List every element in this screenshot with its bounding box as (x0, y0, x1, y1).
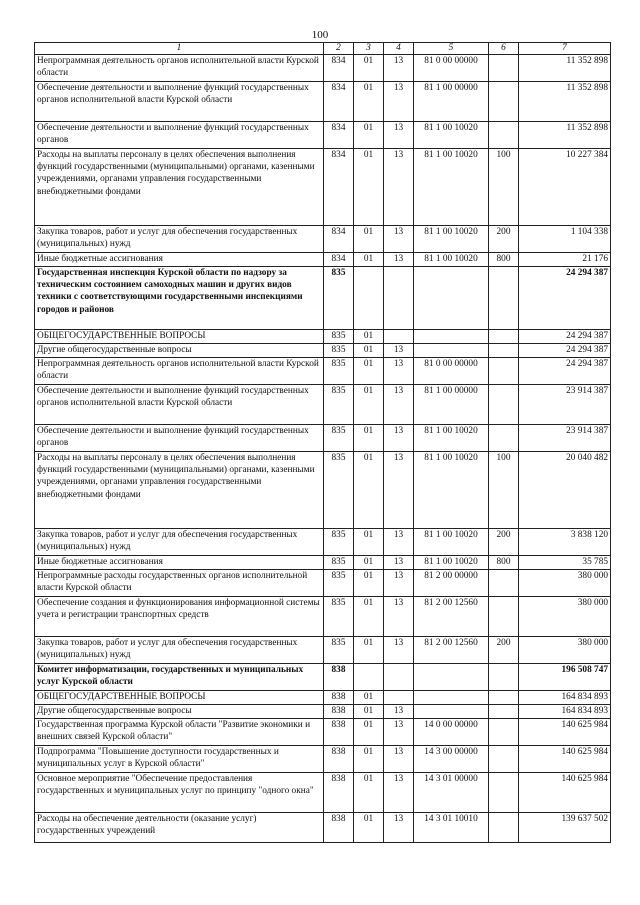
amount: 3 838 120 (519, 529, 611, 556)
expense-type (489, 773, 519, 813)
ministry-code: 835 (324, 637, 354, 664)
subsection-code: 13 (384, 556, 414, 570)
table-row (35, 344, 611, 358)
target-article: 81 1 00 10020 (414, 122, 489, 149)
row-name: Закупка товаров, работ и услуг для обеспечения государственных (муниципальных) нужд (35, 637, 324, 664)
target-article: 81 1 00 10020 (414, 556, 489, 570)
target-article: 81 2 00 12560 (414, 597, 489, 637)
table-row (35, 664, 611, 691)
target-article (414, 330, 489, 344)
subsection-code: 13 (384, 719, 414, 746)
amount: 1 104 338 (519, 226, 611, 253)
expense-type (489, 719, 519, 746)
amount: 196 508 747 (519, 664, 611, 691)
expense-type (489, 570, 519, 597)
subsection-code: 13 (384, 813, 414, 843)
expense-type (489, 55, 519, 82)
subsection-code: 13 (384, 637, 414, 664)
ministry-code: 834 (324, 253, 354, 267)
expense-type (489, 122, 519, 149)
section-code: 01 (354, 253, 384, 267)
row-name: Расходы на выплаты персоналу в целях обеспечения выполнения функций государственными (муниципальными) органами, казенными учреждениями, органами управления государственными внебюджетными фондами (35, 452, 324, 529)
page-number: 100 (311, 29, 329, 41)
amount: 24 294 387 (519, 330, 611, 344)
table-row (35, 358, 611, 385)
section-code: 01 (354, 570, 384, 597)
ministry-code: 835 (324, 597, 354, 637)
subsection-code: 13 (384, 746, 414, 773)
section-code: 01 (354, 358, 384, 385)
table-row (35, 149, 611, 226)
ministry-code: 838 (324, 746, 354, 773)
row-name: Иные бюджетные ассигнования (35, 556, 324, 570)
expense-type (489, 385, 519, 425)
ministry-code: 835 (324, 570, 354, 597)
subsection-code: 13 (384, 570, 414, 597)
row-name: Непрограммная деятельность органов исполнительной власти Курской области (35, 358, 324, 385)
expense-type (489, 425, 519, 452)
ministry-code: 838 (324, 813, 354, 843)
target-article: 81 2 00 12560 (414, 637, 489, 664)
table-row (35, 452, 611, 529)
expense-type: 800 (489, 556, 519, 570)
column-header: 5 (414, 43, 489, 55)
target-article: 81 1 00 10020 (414, 226, 489, 253)
section-code: 01 (354, 556, 384, 570)
column-header: 2 (324, 43, 354, 55)
ministry-code: 834 (324, 55, 354, 82)
table-row (35, 773, 611, 813)
ministry-code: 835 (324, 556, 354, 570)
target-article: 14 3 00 00000 (414, 746, 489, 773)
expense-type: 200 (489, 529, 519, 556)
section-code: 01 (354, 597, 384, 637)
table-row (35, 597, 611, 637)
subsection-code: 13 (384, 253, 414, 267)
table-row (35, 425, 611, 452)
expense-type (489, 82, 519, 122)
subsection-code: 13 (384, 705, 414, 719)
subsection-code: 13 (384, 385, 414, 425)
ministry-code: 838 (324, 691, 354, 705)
target-article (414, 691, 489, 705)
target-article (414, 267, 489, 330)
target-article: 81 1 00 00000 (414, 82, 489, 122)
expense-type (489, 746, 519, 773)
target-article: 81 1 00 10020 (414, 425, 489, 452)
budget-table (34, 42, 611, 843)
amount: 24 294 387 (519, 358, 611, 385)
row-name: Обеспечение деятельности и выполнение функций государственных органов исполнительной власти Курской области (35, 385, 324, 425)
amount: 21 176 (519, 253, 611, 267)
row-name: Иные бюджетные ассигнования (35, 253, 324, 267)
amount: 140 625 984 (519, 746, 611, 773)
column-header: 1 (35, 43, 324, 55)
target-article (414, 705, 489, 719)
subsection-code: 13 (384, 452, 414, 529)
target-article: 14 0 00 00000 (414, 719, 489, 746)
amount: 139 637 502 (519, 813, 611, 843)
section-code: 01 (354, 226, 384, 253)
row-name: Расходы на обеспечение деятельности (оказание услуг) государственных учреждений (35, 813, 324, 843)
row-name: Закупка товаров, работ и услуг для обеспечения государственных (муниципальных) нужд (35, 529, 324, 556)
target-article: 81 1 00 10020 (414, 149, 489, 226)
expense-type (489, 344, 519, 358)
subsection-code: 13 (384, 122, 414, 149)
section-code: 01 (354, 529, 384, 556)
ministry-code: 835 (324, 452, 354, 529)
target-article: 81 0 00 00000 (414, 358, 489, 385)
expense-type (489, 330, 519, 344)
ministry-code: 835 (324, 385, 354, 425)
target-article: 81 1 00 10020 (414, 529, 489, 556)
section-code: 01 (354, 452, 384, 529)
ministry-code: 835 (324, 425, 354, 452)
amount: 140 625 984 (519, 773, 611, 813)
amount: 11 352 898 (519, 122, 611, 149)
subsection-code: 13 (384, 425, 414, 452)
amount: 24 294 387 (519, 344, 611, 358)
row-name: Обеспечение создания и функционирования информационной системы учета и регистрации транспортных средств (35, 597, 324, 637)
table-row (35, 82, 611, 122)
ministry-code: 835 (324, 344, 354, 358)
row-name: ОБЩЕГОСУДАРСТВЕННЫЕ ВОПРОСЫ (35, 330, 324, 344)
subsection-code (384, 691, 414, 705)
subsection-code: 13 (384, 55, 414, 82)
amount: 164 834 893 (519, 691, 611, 705)
row-name: Обеспечение деятельности и выполнение функций государственных органов (35, 122, 324, 149)
table-body (35, 55, 611, 843)
ministry-code: 834 (324, 122, 354, 149)
table-row (35, 691, 611, 705)
target-article (414, 664, 489, 691)
section-code: 01 (354, 425, 384, 452)
section-code: 01 (354, 122, 384, 149)
column-header: 3 (354, 43, 384, 55)
section-code: 01 (354, 330, 384, 344)
ministry-code: 838 (324, 719, 354, 746)
amount: 140 625 984 (519, 719, 611, 746)
ministry-code: 835 (324, 529, 354, 556)
table-row (35, 813, 611, 843)
table-row (35, 122, 611, 149)
section-code: 01 (354, 813, 384, 843)
row-name: Комитет информатизации, государственных и муниципальных услуг Курской области (35, 664, 324, 691)
row-name: Другие общегосударственные вопросы (35, 705, 324, 719)
row-name: Подпрограмма "Повышение доступности государственных и муниципальных услуг в Курской области" (35, 746, 324, 773)
expense-type (489, 597, 519, 637)
header-row (35, 43, 611, 55)
target-article: 81 1 00 10020 (414, 452, 489, 529)
target-article: 81 0 00 00000 (414, 55, 489, 82)
amount: 23 914 387 (519, 425, 611, 452)
section-code: 01 (354, 719, 384, 746)
target-article: 14 3 01 00000 (414, 773, 489, 813)
target-article: 81 1 00 10020 (414, 253, 489, 267)
amount: 10 227 384 (519, 149, 611, 226)
subsection-code: 13 (384, 226, 414, 253)
section-code: 01 (354, 55, 384, 82)
ministry-code: 834 (324, 82, 354, 122)
ministry-code: 835 (324, 358, 354, 385)
expense-type (489, 664, 519, 691)
amount: 380 000 (519, 637, 611, 664)
expense-type: 100 (489, 452, 519, 529)
row-name: Непрограммная деятельность органов исполнительной власти Курской области (35, 55, 324, 82)
row-name: Другие общегосударственные вопросы (35, 344, 324, 358)
column-header: 6 (489, 43, 519, 55)
expense-type: 200 (489, 637, 519, 664)
section-code: 01 (354, 637, 384, 664)
ministry-code: 835 (324, 267, 354, 330)
amount: 23 914 387 (519, 385, 611, 425)
ministry-code: 834 (324, 149, 354, 226)
table-row (35, 253, 611, 267)
amount: 380 000 (519, 570, 611, 597)
subsection-code (384, 330, 414, 344)
table-row (35, 637, 611, 664)
amount: 11 352 898 (519, 55, 611, 82)
row-name: Расходы на выплаты персоналу в целях обеспечения выполнения функций государственными (муниципальными) органами, казенными учреждениями, органами управления государственными внебюджетными фондами (35, 149, 324, 226)
row-name: Основное мероприятие "Обеспечение предоставления государственных и муниципальных услуг по принципу "одного окна" (35, 773, 324, 813)
table-row (35, 705, 611, 719)
row-name: ОБЩЕГОСУДАРСТВЕННЫЕ ВОПРОСЫ (35, 691, 324, 705)
section-code (354, 267, 384, 330)
section-code: 01 (354, 746, 384, 773)
ministry-code: 835 (324, 330, 354, 344)
target-article (414, 344, 489, 358)
row-name: Государственная программа Курской области "Развитие экономики и внешних связей Курской области" (35, 719, 324, 746)
amount: 11 352 898 (519, 82, 611, 122)
expense-type: 800 (489, 253, 519, 267)
subsection-code: 13 (384, 358, 414, 385)
subsection-code: 13 (384, 344, 414, 358)
section-code: 01 (354, 82, 384, 122)
expense-type (489, 705, 519, 719)
column-header: 7 (519, 43, 611, 55)
subsection-code (384, 664, 414, 691)
row-name: Государственная инспекция Курской области по надзору за техническим состоянием самоходных машин и других видов техники с соответствующими государственными инспекциями городов и районов (35, 267, 324, 330)
ministry-code: 838 (324, 773, 354, 813)
row-name: Обеспечение деятельности и выполнение функций государственных органов (35, 425, 324, 452)
subsection-code: 13 (384, 82, 414, 122)
ministry-code: 838 (324, 705, 354, 719)
table-row (35, 267, 611, 330)
amount: 20 040 482 (519, 452, 611, 529)
table-row (35, 385, 611, 425)
subsection-code (384, 267, 414, 330)
section-code: 01 (354, 705, 384, 719)
table-row (35, 746, 611, 773)
table-row (35, 719, 611, 746)
subsection-code: 13 (384, 529, 414, 556)
row-name: Обеспечение деятельности и выполнение функций государственных органов исполнительной власти Курской области (35, 82, 324, 122)
expense-type (489, 813, 519, 843)
amount: 24 294 387 (519, 267, 611, 330)
row-name: Непрограммные расходы государственных органов исполнительной власти Курской области (35, 570, 324, 597)
expense-type (489, 358, 519, 385)
section-code: 01 (354, 344, 384, 358)
section-code: 01 (354, 149, 384, 226)
table-row (35, 226, 611, 253)
table-row (35, 55, 611, 82)
amount: 380 000 (519, 597, 611, 637)
ministry-code: 838 (324, 664, 354, 691)
section-code: 01 (354, 773, 384, 813)
expense-type: 200 (489, 226, 519, 253)
amount: 35 785 (519, 556, 611, 570)
target-article: 14 3 01 10010 (414, 813, 489, 843)
expense-type (489, 691, 519, 705)
column-header: 4 (384, 43, 414, 55)
table-row (35, 529, 611, 556)
target-article: 81 2 00 00000 (414, 570, 489, 597)
table-row (35, 556, 611, 570)
amount: 164 834 893 (519, 705, 611, 719)
expense-type: 100 (489, 149, 519, 226)
subsection-code: 13 (384, 597, 414, 637)
expense-type (489, 267, 519, 330)
subsection-code: 13 (384, 773, 414, 813)
row-name: Закупка товаров, работ и услуг для обеспечения государственных (муниципальных) нужд (35, 226, 324, 253)
target-article: 81 1 00 00000 (414, 385, 489, 425)
section-code (354, 664, 384, 691)
section-code: 01 (354, 691, 384, 705)
table-row (35, 570, 611, 597)
subsection-code: 13 (384, 149, 414, 226)
table-row (35, 330, 611, 344)
ministry-code: 834 (324, 226, 354, 253)
section-code: 01 (354, 385, 384, 425)
